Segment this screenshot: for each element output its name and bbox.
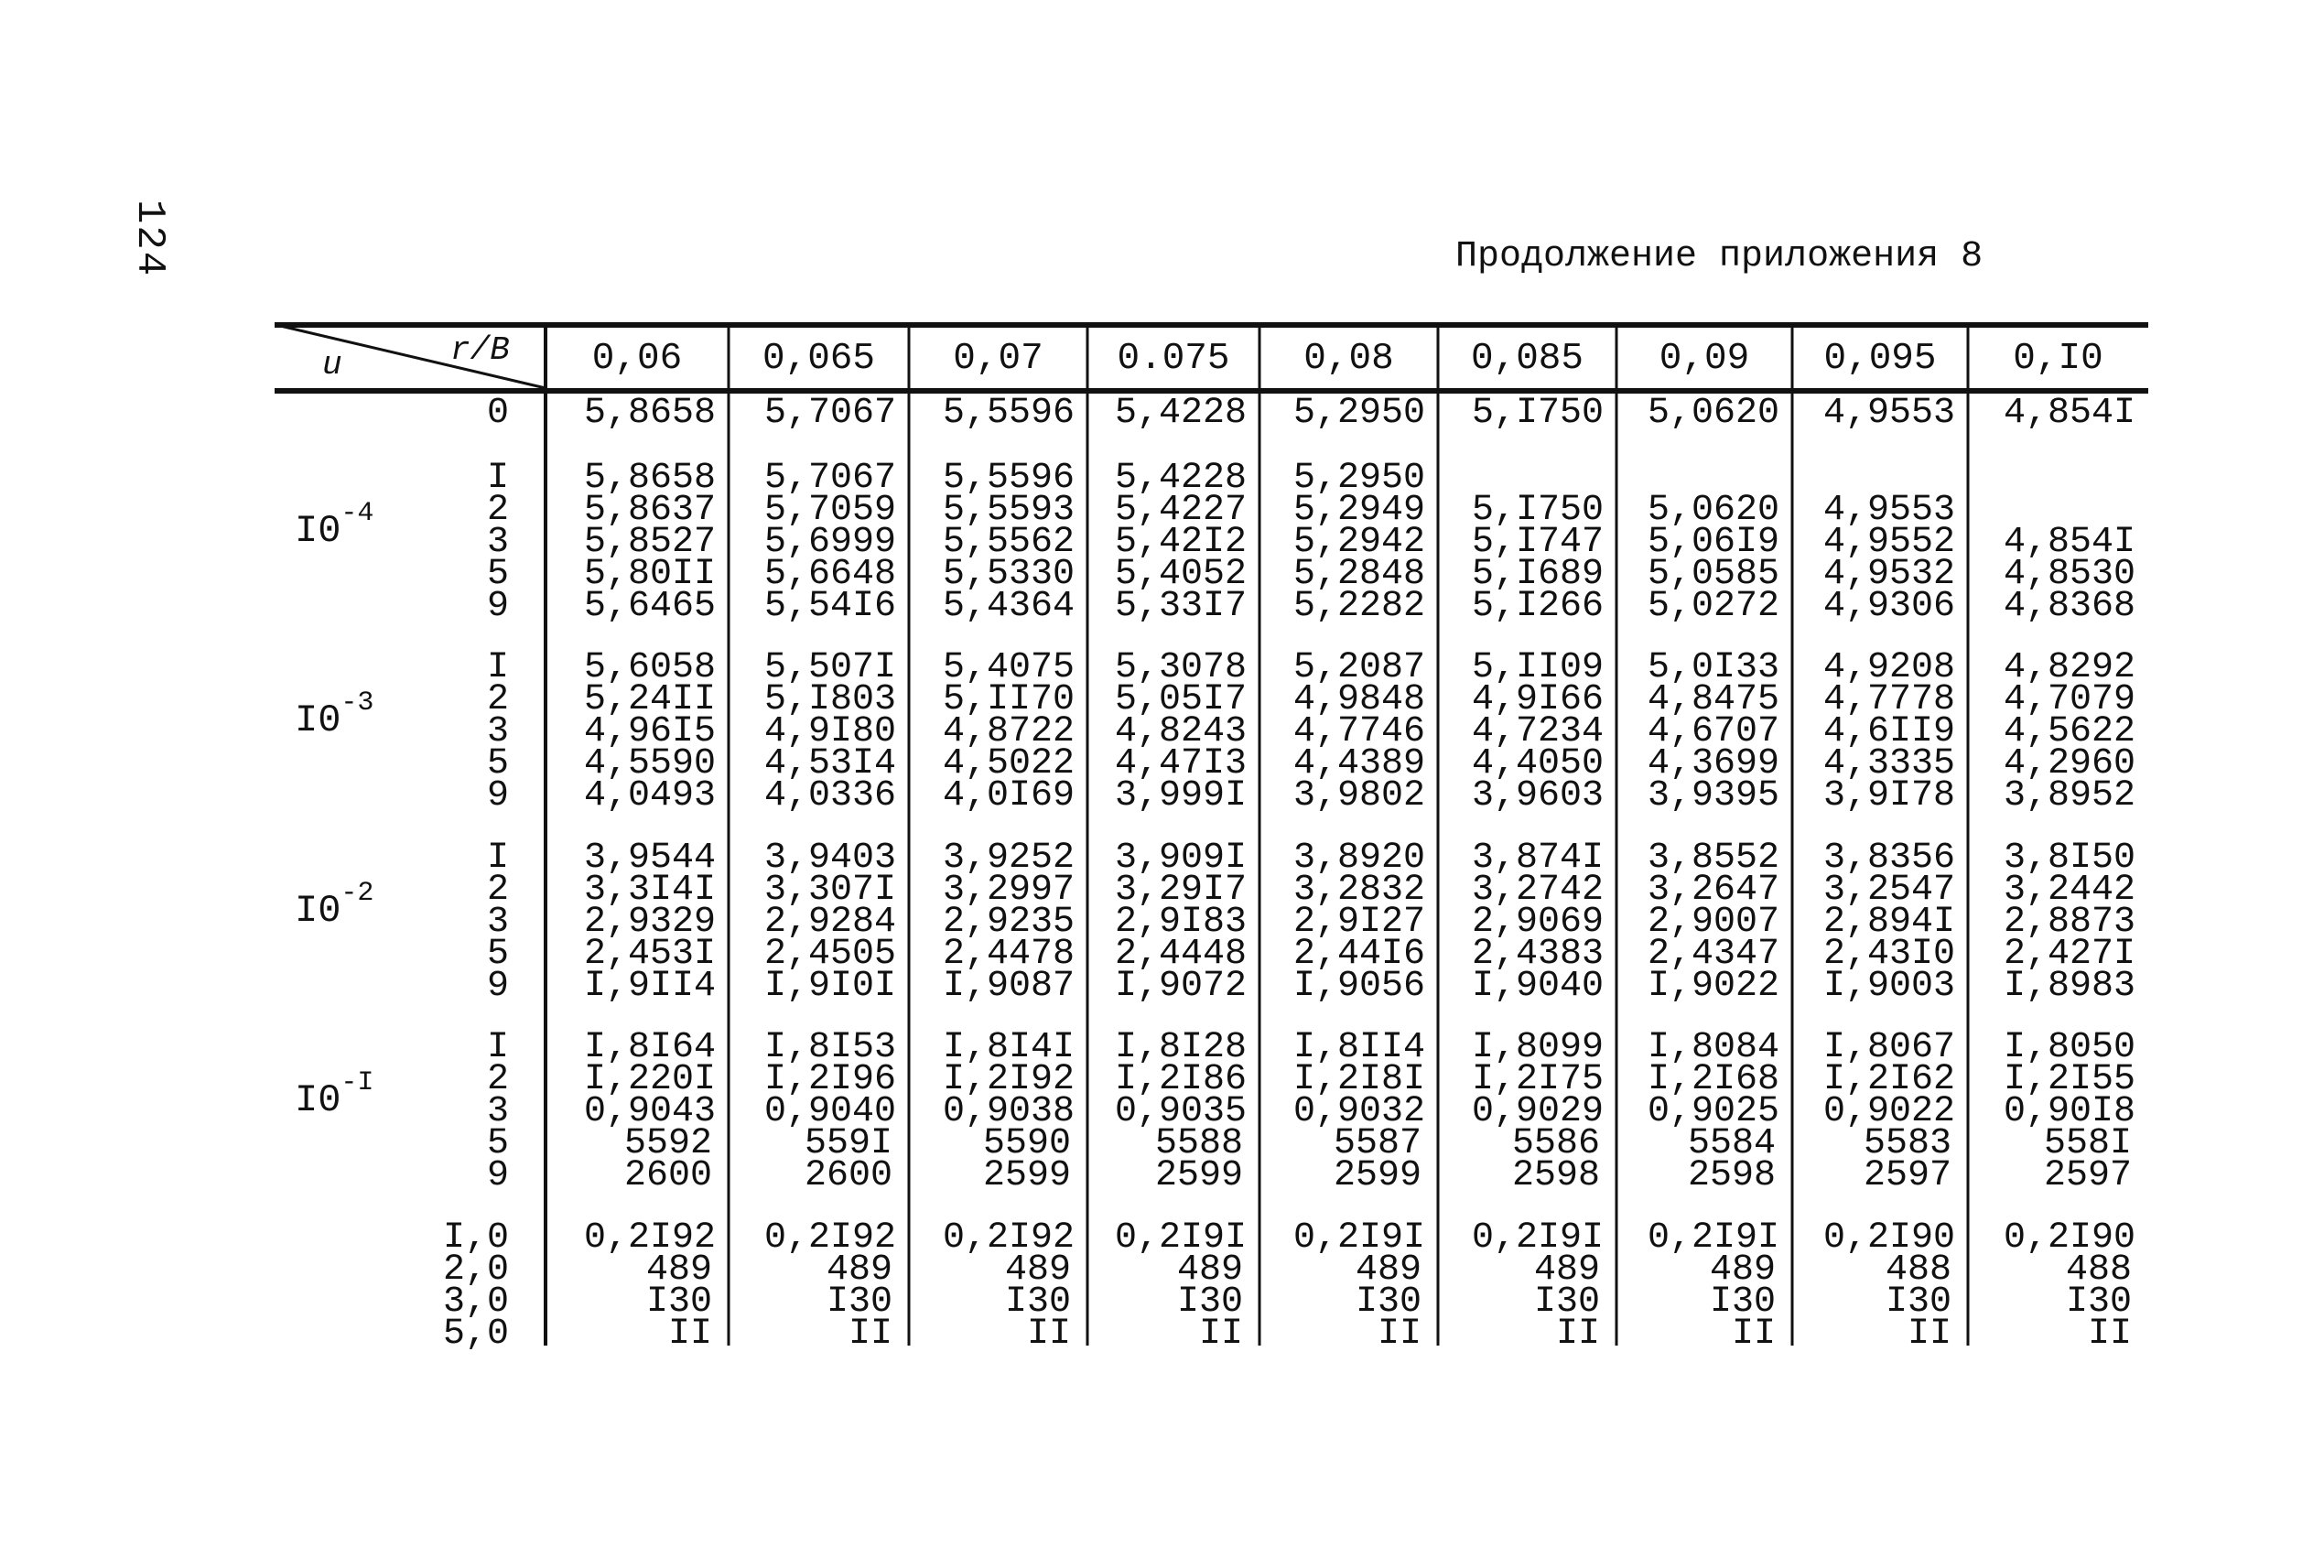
table-cell: 4,854I xyxy=(2004,393,2136,434)
table-cell: 3,8I50 3,2442 2,8873 2,427I I,8983 xyxy=(2004,838,2136,1007)
group-exponent-label: $I0^{-3}$ xyxy=(295,687,374,742)
column-header: 0,I0 xyxy=(2013,338,2103,380)
table-cell: 5,4075 5,II70 4,8722 4,5022 4,0I69 xyxy=(943,647,1076,816)
column-header: 0,08 xyxy=(1303,338,1394,380)
table-cell: 4,9553 4,9552 4,9532 4,9306 xyxy=(1823,490,1956,627)
u-values: 0 xyxy=(486,393,509,434)
u-values: I 2 3 5 9 xyxy=(486,838,509,1007)
column-header: 0,07 xyxy=(953,338,1043,380)
table-cell: 5,0I33 4,8475 4,6707 4,3699 3,9395 xyxy=(1648,647,1780,816)
table-cell: 3,9403 3,307I 2,9284 2,4505 I,9I0I xyxy=(764,838,897,1007)
table-cell: 0,2I9I 489 I30 II xyxy=(1648,1217,1780,1355)
table-cell: I,8II4 I,2I8I 0,9032 5587 2599 xyxy=(1293,1027,1426,1196)
table-cell: 4,8292 4,7079 4,5622 4,2960 3,8952 xyxy=(2004,647,2136,816)
column-header: 0,085 xyxy=(1470,338,1584,380)
table-cell: 5,2087 4,9848 4,7746 4,4389 3,9802 xyxy=(1293,647,1426,816)
table-cell: 3,9544 3,3I4I 2,9329 2,453I I,9II4 xyxy=(584,838,717,1007)
table-cell: I,8099 I,2I75 0,9029 5586 2598 xyxy=(1472,1027,1605,1196)
table-cell: 4,9553 xyxy=(1823,393,1956,434)
table-cell: 3,8552 3,2647 2,9007 2,4347 I,9022 xyxy=(1648,838,1780,1007)
table-cell: 5,2950 xyxy=(1293,393,1426,434)
table-cell: 5,7067 xyxy=(764,393,897,434)
column-header: 0,09 xyxy=(1659,338,1750,380)
table-cell: 4,854I 4,8530 4,8368 xyxy=(2004,522,2136,627)
table-cell: 5,8658 xyxy=(584,393,717,434)
header-col-label: r/B xyxy=(450,331,510,369)
table-cell: I,8050 I,2I55 0,90I8 558I 2597 xyxy=(2004,1027,2136,1196)
table-cell: 5,507I 5,I803 4,9I80 4,53I4 4,0336 xyxy=(764,647,897,816)
header-row-label: u xyxy=(322,346,342,384)
table-cell: I,8084 I,2I68 0,9025 5584 2598 xyxy=(1648,1027,1780,1196)
table-cell: 0,2I9I 489 I30 II xyxy=(1472,1217,1605,1355)
table-cell: 3,874I 3,2742 2,9069 2,4383 I,9040 xyxy=(1472,838,1605,1007)
group-exponent-label: $I0^{-I}$ xyxy=(295,1067,374,1122)
table-cell: 5,II09 4,9I66 4,7234 4,4050 3,9603 xyxy=(1472,647,1605,816)
u-values: I 2 3 5 9 xyxy=(486,647,509,816)
u-values: I 2 3 5 9 xyxy=(486,458,509,627)
table-cell: 4,9208 4,7778 4,6II9 4,3335 3,9I78 xyxy=(1823,647,1956,816)
table-cell: 0,2I90 488 I30 II xyxy=(1823,1217,1956,1355)
u-values: I 2 3 5 9 xyxy=(486,1027,509,1196)
table-cell: 5,5596 5,5593 5,5562 5,5330 5,4364 xyxy=(943,458,1076,627)
table-cell: 5,7067 5,7059 5,6999 5,6648 5,54I6 xyxy=(764,458,897,627)
group-exponent-label: $I0^{-4}$ xyxy=(295,498,374,553)
table-cell: 0,2I92 489 I30 II xyxy=(584,1217,717,1355)
table-cell: I,8067 I,2I62 0,9022 5583 2597 xyxy=(1823,1027,1956,1196)
table-cell: 3,8356 3,2547 2,894I 2,43I0 I,9003 xyxy=(1823,838,1956,1007)
table-cell: 5,3078 5,05I7 4,8243 4,47I3 3,999I xyxy=(1115,647,1248,816)
table-cell: 5,I750 5,I747 5,I689 5,I266 xyxy=(1472,490,1605,627)
column-header: 0,06 xyxy=(591,338,683,380)
table-cell: 5,2950 5,2949 5,2942 5,2848 5,2282 xyxy=(1293,458,1426,627)
table-cell: 5,0620 xyxy=(1648,393,1780,434)
table-caption: Продолжение приложения 8 xyxy=(1455,236,1984,277)
table-cell: 5,4228 5,4227 5,42I2 5,4052 5,33I7 xyxy=(1115,458,1248,627)
table-cell: 5,4228 xyxy=(1115,393,1248,434)
table-cell: 5,I750 xyxy=(1472,393,1605,434)
group-exponent-label: $I0^{-2}$ xyxy=(295,878,374,933)
table-cell: 0,2I92 489 I30 II xyxy=(764,1217,897,1355)
table-cell: I,8I4I I,2I92 0,9038 5590 2599 xyxy=(943,1027,1076,1196)
column-header: 0,065 xyxy=(762,338,876,380)
table-cell: 0,2I9I 489 I30 II xyxy=(1115,1217,1248,1355)
table-cell: 0,2I92 489 I30 II xyxy=(943,1217,1076,1355)
table-cell: I,8I28 I,2I86 0,9035 5588 2599 xyxy=(1115,1027,1248,1196)
table-cell: I,8I64 I,220I 0,9043 5592 2600 xyxy=(584,1027,717,1196)
table-cell: 0,2I9I 489 I30 II xyxy=(1293,1217,1426,1355)
table-cell: 5,0620 5,06I9 5,0585 5,0272 xyxy=(1648,490,1780,627)
table-cell: 0,2I90 488 I30 II xyxy=(2004,1217,2136,1355)
u-values: I,0 2,0 3,0 5,0 xyxy=(442,1217,509,1355)
table-cell: 5,6058 5,24II 4,96I5 4,5590 4,0493 xyxy=(584,647,717,816)
column-header: 0,095 xyxy=(1823,338,1937,380)
page-number: 124 xyxy=(126,200,172,278)
table-cell: 3,909I 3,29I7 2,9I83 2,4448 I,9072 xyxy=(1115,838,1248,1007)
table-cell: 3,8920 3,2832 2,9I27 2,44I6 I,9056 xyxy=(1293,838,1426,1007)
table-cell: 3,9252 3,2997 2,9235 2,4478 I,9087 xyxy=(943,838,1076,1007)
table-cell: I,8I53 I,2I96 0,9040 559I 2600 xyxy=(764,1027,897,1196)
table-cell: 5,5596 xyxy=(943,393,1076,434)
column-header: 0.075 xyxy=(1117,338,1230,380)
table-cell: 5,8658 5,8637 5,8527 5,80II 5,6465 xyxy=(584,458,717,627)
